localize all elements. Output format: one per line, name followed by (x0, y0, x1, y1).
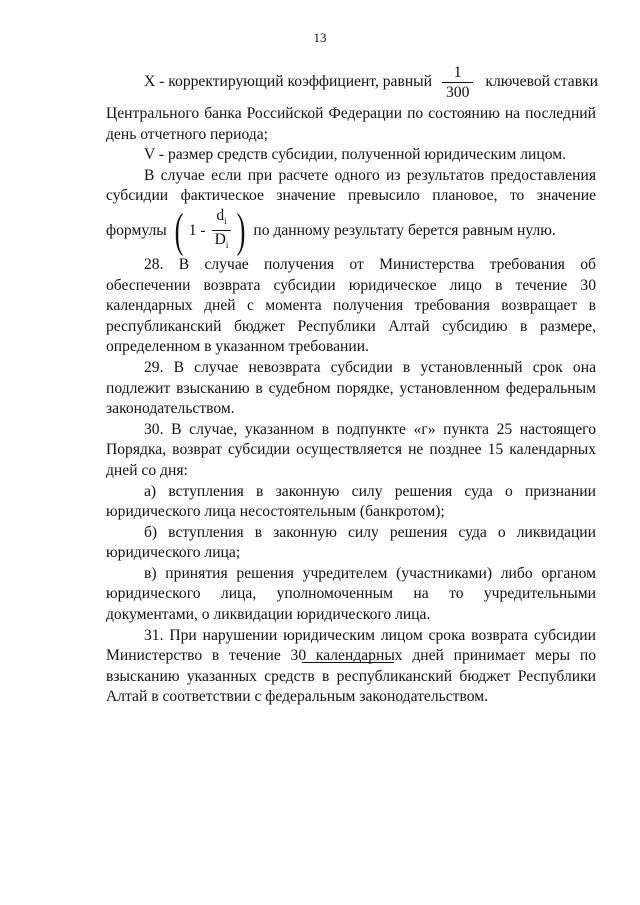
paragraph-30-c: в) принятия решения учредителем (участниками) либо органом юридического лица, уполномоченным на то учредительными документами, о ликвидации юридического лица. (106, 564, 596, 624)
fraction-D-denominator (212, 230, 232, 254)
one-minus-text: 1 - (188, 221, 206, 239)
paragraph-30-b: б) вступления в законную силу решения суда о ликвидации юридического лица; (106, 523, 596, 562)
right-paren-glyph: ) (236, 203, 246, 257)
formula-result-text: по данному результату берется равным нулю. (253, 221, 556, 239)
fraction-one-over-300 (442, 64, 473, 101)
closing-rule (302, 662, 394, 663)
key-rate-text: ключевой ставки (485, 72, 598, 90)
fraction-denominator: 300 (442, 82, 473, 101)
fraction-d-over-D (212, 207, 232, 254)
D-letter: D (214, 231, 226, 249)
page-number: 13 (313, 30, 327, 45)
fraction-d-numerator (213, 207, 229, 230)
D-subscript: i (225, 240, 229, 251)
coefficient-x-text: X - корректирующий коэффициент, равный (144, 72, 432, 90)
left-paren-glyph: ( (174, 203, 184, 257)
coefficient-x-continuation: Центрального банка Российской Федерации по состоянию на последний день отчетного периода; (106, 105, 596, 143)
document-body (106, 60, 596, 708)
paragraph-30-a: а) вступления в законную силу решения суда о признании юридического лица несостоятельным (банкротом); (106, 482, 596, 521)
paragraph-29: 29. В случае невозврата субсидии в установленный срок она подлежит взысканию в судебном порядке, установленном федеральным законодательством. (106, 358, 596, 418)
paragraph-28: 28. В случае получения от Министерства требования об обеспечении возврата субсидии юридическое лицо в течение 30 календарных дней с момента получения требования возвращает в республиканский бюджет Республики Алтай субсидию в размере, определенном в указанном требовании. (106, 255, 596, 356)
case-paragraph: В случае если при расчете одного из результатов предоставления субсидии фактическое значение превысило плановое, то значение (106, 166, 596, 205)
fraction-numerator: 1 (453, 63, 462, 81)
d-subscript: i (224, 216, 227, 227)
subsidy-v-line: V - размер средств субсидии, полученной юридическим лицом. (144, 146, 566, 164)
formula-line (106, 203, 596, 257)
coefficient-x-line (106, 60, 596, 104)
d-letter: d (216, 207, 225, 225)
paragraph-31: 31. При нарушении юридическим лицом срока возврата субсидии Министерство в течение 30 календарных дней принимает меры по взысканию указанных средств в республиканский бюджет Республики Алтай в соответствии с федеральным законодательством. (106, 626, 596, 706)
paragraph-30: 30. В случае, указанном в подпункте «г» пункта 25 настоящего Порядка, возврат субсидии осуществляется не позднее 15 календарных дней со дня: (106, 420, 596, 479)
formula-label: формулы (106, 221, 167, 239)
